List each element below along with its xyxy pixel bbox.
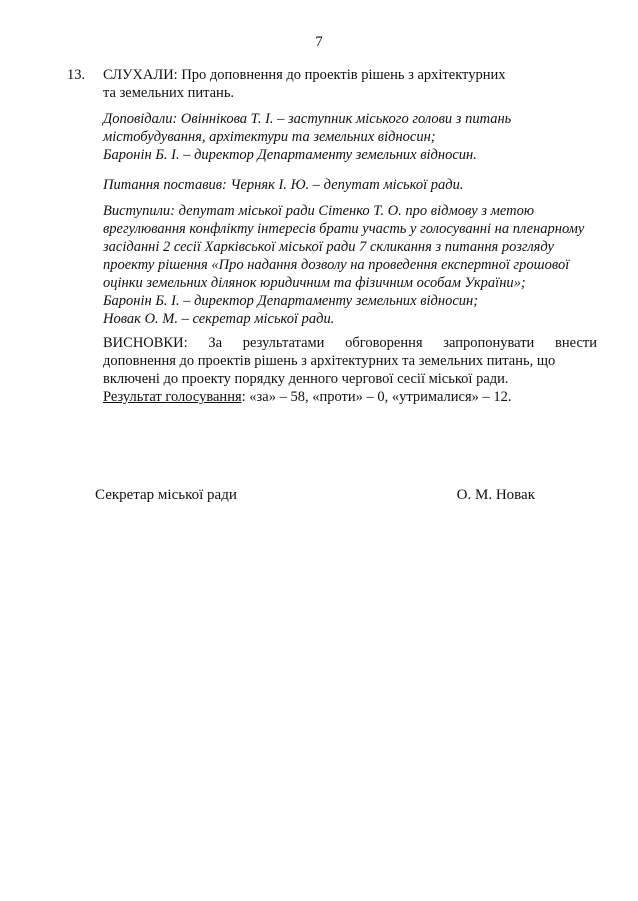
item-number: 13. (67, 67, 86, 83)
speeches-line-5: оцінки земельних ділянок юридичним та фізичним особам України»; (103, 275, 526, 291)
speeches-line-7: Новак О. М. – секретар міської ради. (103, 311, 335, 327)
heard-line-1 (67, 66, 597, 84)
speakers-block (103, 110, 597, 164)
voting-result (103, 388, 597, 406)
speakers-line-1: Доповідали: Овіннікова Т. І. – заступник міського голови з питань (103, 111, 512, 127)
speeches-block (103, 202, 597, 328)
conclusions-line-3: включені до проекту порядку денного чергової сесії міської ради. (103, 371, 509, 387)
signature-name: О. М. Новак (456, 487, 535, 503)
voting-result-label: Результат голосування (103, 389, 242, 405)
speeches-line-6: Баронін Б. І. – директор Департаменту земельних відносин; (103, 293, 479, 309)
agenda-item-heard (67, 66, 597, 102)
speeches-line-2: врегулювання конфлікту інтересів брати участь у голосуванні на пленарному (103, 221, 585, 237)
question-raised: Питання поставив: Черняк І. Ю. – депутат міської ради. (103, 177, 464, 193)
speakers-line-3: Баронін Б. І. – директор Департаменту земельних відносин. (103, 147, 477, 163)
heard-line-2: та земельних питань. (103, 85, 235, 101)
heard-text-1: Про доповнення до проектів рішень з архітектурних (181, 67, 506, 83)
heard-label: СЛУХАЛИ: (103, 67, 178, 83)
conclusions-block (103, 334, 597, 388)
page-number: 7 (315, 34, 323, 50)
voting-result-text: : «за» – 58, «проти» – 0, «утрималися» – 12. (241, 389, 512, 405)
conclusions-line-1: ВИСНОВКИ: За результатами обговорення запропонувати внести (103, 335, 597, 351)
speakers-line-2: містобудування, архітектури та земельних відносин; (103, 129, 436, 145)
conclusions-line-2: доповнення до проектів рішень з архітектурних та земельних питань, що (103, 353, 556, 369)
speeches-line-4: проекту рішення «Про надання дозволу на проведення експертної грошової (103, 257, 570, 273)
speeches-line-3: засіданні 2 сесії Харківської міської ради 7 скликання з питання розгляду (103, 239, 554, 255)
signature-position: Секретар міської ради (95, 487, 237, 503)
speeches-line-1: Виступили: депутат міської ради Сітенко Т. О. про відмову з метою (103, 203, 535, 219)
